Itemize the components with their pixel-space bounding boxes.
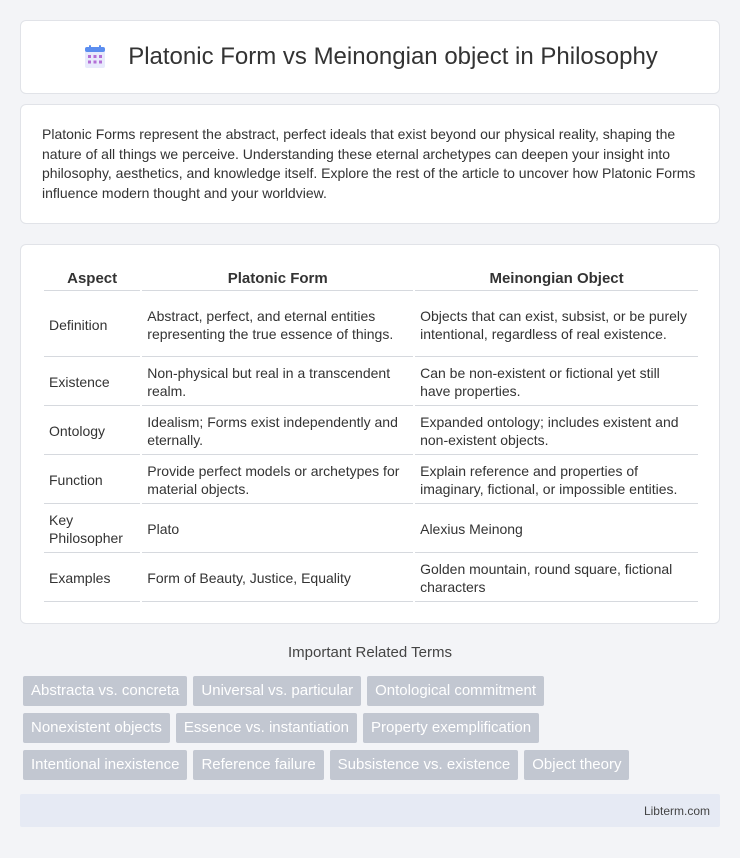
platonic-cell: Provide perfect models or archetypes for material objects. bbox=[142, 457, 413, 504]
aspect-cell: Function bbox=[44, 457, 140, 504]
aspect-cell: Existence bbox=[44, 359, 140, 406]
tag-essence-vs-instantiation[interactable]: Essence vs. instantiation bbox=[176, 713, 357, 743]
meinong-cell: Golden mountain, round square, fictional characters bbox=[415, 555, 698, 602]
related-terms bbox=[23, 676, 723, 787]
intro-text: Platonic Forms represent the abstract, perfect ideals that exist beyond our physical reality, shaping the nature of all things we perceive. Understanding these eternal archetypes can deepen your insight into philosophy, aesthetics, and knowledge itself. Explore the rest of the article to uncover how Platonic Forms influence modern thought and your worldview. bbox=[42, 126, 696, 201]
table-row bbox=[44, 293, 698, 357]
platonic-cell: Plato bbox=[142, 506, 413, 553]
aspect-cell: Definition bbox=[44, 293, 140, 357]
footer-site-link[interactable]: Libterm.com bbox=[643, 803, 710, 818]
tag-row bbox=[23, 750, 723, 780]
tag-universal-vs-particular[interactable]: Universal vs. particular bbox=[193, 676, 361, 706]
header-card bbox=[20, 20, 720, 94]
platonic-cell: Idealism; Forms exist independently and eternally. bbox=[142, 408, 413, 455]
page-title: Platonic Form vs Meinongian object in Philosophy bbox=[128, 43, 658, 70]
book-icon bbox=[82, 44, 108, 70]
related-terms-title: Important Related Terms bbox=[288, 644, 452, 661]
meinong-cell: Objects that can exist, subsist, or be purely intentional, regardless of real existence. bbox=[415, 293, 698, 357]
comparison-table bbox=[42, 265, 700, 604]
meinong-cell: Expanded ontology; includes existent and non-existent objects. bbox=[415, 408, 698, 455]
table-row bbox=[44, 408, 698, 455]
comparison-table-card bbox=[20, 244, 720, 624]
intro-card bbox=[20, 104, 720, 224]
table-row bbox=[44, 457, 698, 504]
aspect-cell: Examples bbox=[44, 555, 140, 602]
platonic-cell: Non-physical but real in a transcendent realm. bbox=[142, 359, 413, 406]
table-row bbox=[44, 359, 698, 406]
aspect-cell: Ontology bbox=[44, 408, 140, 455]
tag-nonexistent-objects[interactable]: Nonexistent objects bbox=[23, 713, 170, 743]
platonic-cell: Form of Beauty, Justice, Equality bbox=[142, 555, 413, 602]
tag-ontological-commitment[interactable]: Ontological commitment bbox=[367, 676, 544, 706]
platonic-cell: Abstract, perfect, and eternal entities representing the true essence of things. bbox=[142, 293, 413, 357]
footer bbox=[20, 794, 720, 827]
meinong-cell: Can be non-existent or fictional yet still have properties. bbox=[415, 359, 698, 406]
aspect-cell: Key Philosopher bbox=[44, 506, 140, 553]
tag-row bbox=[23, 713, 723, 743]
tag-intentional-inexistence[interactable]: Intentional inexistence bbox=[23, 750, 187, 780]
table-row bbox=[44, 506, 698, 553]
meinong-cell: Explain reference and properties of imaginary, fictional, or impossible entities. bbox=[415, 457, 698, 504]
tag-subsistence-vs-existence[interactable]: Subsistence vs. existence bbox=[330, 750, 519, 780]
tag-object-theory[interactable]: Object theory bbox=[524, 750, 629, 780]
header-platonic-form: Platonic Form bbox=[142, 267, 413, 291]
header bbox=[82, 43, 658, 71]
header-aspect: Aspect bbox=[44, 267, 140, 291]
tag-property-exemplification[interactable]: Property exemplification bbox=[363, 713, 539, 743]
meinong-cell: Alexius Meinong bbox=[415, 506, 698, 553]
table-row bbox=[44, 555, 698, 602]
table-header-row bbox=[44, 267, 698, 291]
header-meinongian-object: Meinongian Object bbox=[415, 267, 698, 291]
tag-row bbox=[23, 676, 723, 706]
tag-reference-failure[interactable]: Reference failure bbox=[193, 750, 323, 780]
tag-abstracta-vs-concreta[interactable]: Abstracta vs. concreta bbox=[23, 676, 187, 706]
